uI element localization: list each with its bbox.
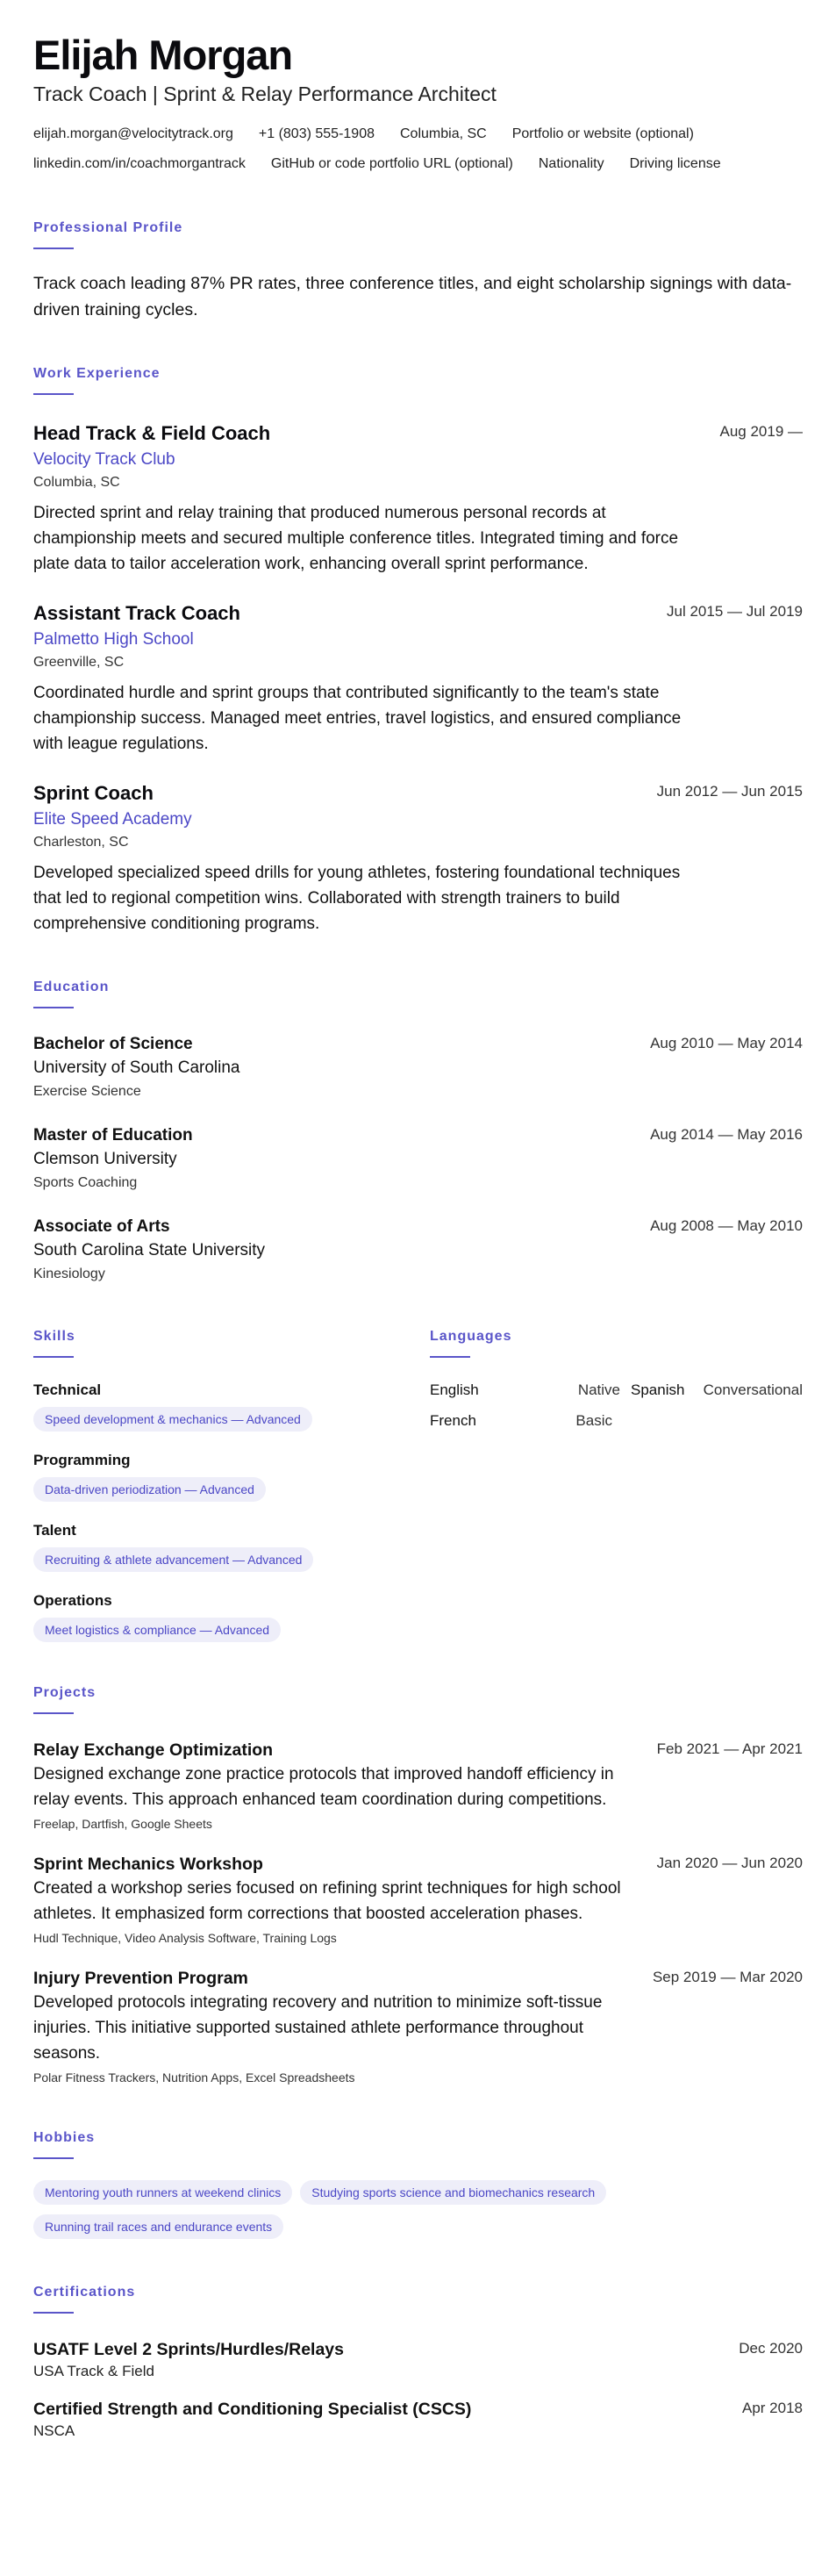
language-name: Spanish bbox=[631, 1381, 685, 1398]
cert-date: Dec 2020 bbox=[739, 2340, 803, 2357]
contact-linkedin[interactable]: linkedin.com/in/coachmorgantrack bbox=[33, 156, 246, 171]
education-section bbox=[33, 979, 803, 1286]
language-level: Native bbox=[577, 1381, 620, 1398]
skill-tag: Speed development & mechanics — Advanced bbox=[33, 1407, 312, 1432]
job-role: Sprint Coach bbox=[33, 782, 154, 804]
job-description: Directed sprint and relay training that produced numerous personal records at championship meets and secured multiple conference titles. Integrated timing and force plate data to tailor acceleration work, enhancing overall sprint performance. bbox=[33, 504, 679, 573]
section-title: Professional Profile bbox=[33, 220, 183, 235]
section-divider bbox=[33, 1007, 74, 1008]
skill-tag: Meet logistics & compliance — Advanced bbox=[33, 1618, 281, 1642]
job-entry bbox=[33, 421, 803, 577]
job-description: Developed specialized speed drills for young athletes, fostering foundational techniques that led to regional competition wins. Collaborated with strength trainers to build comprehensive conditioning programs. bbox=[33, 864, 681, 933]
person-name: Elijah Morgan bbox=[33, 32, 293, 78]
contact-list bbox=[33, 119, 803, 179]
job-description: Coordinated hurdle and sprint groups that contributed significantly to the team's state championship success. Managed meet entries, travel logistics, and ensured compliance with league regulations. bbox=[33, 684, 682, 753]
language-item bbox=[430, 1411, 620, 1431]
language-item bbox=[430, 1381, 620, 1400]
section-divider bbox=[33, 393, 74, 395]
skill-group bbox=[33, 1521, 430, 1572]
project-tools: Polar Fitness Trackers, Nutrition Apps, Excel Spreadsheets bbox=[33, 2070, 355, 2084]
hobby-tag: Studying sports science and biomechanics research bbox=[300, 2180, 606, 2205]
skill-category: Programming bbox=[33, 1452, 131, 1468]
job-entry bbox=[33, 601, 803, 757]
project-description: Developed protocols integrating recovery and nutrition to minimize soft-tissue injuries. This initiative supported sustained athlete performance throughout seasons. bbox=[33, 1993, 603, 2063]
education-entry bbox=[33, 1124, 803, 1195]
job-company: Palmetto High School bbox=[33, 630, 194, 649]
section-divider bbox=[33, 1356, 74, 1358]
resume-header bbox=[33, 32, 803, 179]
education-entry bbox=[33, 1033, 803, 1103]
job-company: Velocity Track Club bbox=[33, 450, 175, 469]
section-divider bbox=[33, 248, 74, 249]
contact-portfolio[interactable]: Portfolio or website (optional) bbox=[511, 126, 694, 141]
contact-nationality: Nationality bbox=[538, 156, 604, 171]
language-item bbox=[620, 1381, 803, 1400]
job-dates: Jun 2012 — Jun 2015 bbox=[656, 783, 803, 800]
edu-degree: Master of Education bbox=[33, 1126, 193, 1144]
hobby-tag: Mentoring youth runners at weekend clinics bbox=[33, 2180, 292, 2205]
skill-group bbox=[33, 1591, 430, 1642]
language-name: French bbox=[430, 1412, 476, 1429]
edu-degree: Bachelor of Science bbox=[33, 1035, 193, 1053]
edu-field: Kinesiology bbox=[33, 1266, 105, 1281]
contact-location: Columbia, SC bbox=[400, 126, 487, 141]
language-level: Conversational bbox=[703, 1381, 803, 1398]
language-name: English bbox=[430, 1381, 479, 1398]
job-role: Head Track & Field Coach bbox=[33, 422, 271, 444]
hobby-list bbox=[33, 2180, 803, 2249]
project-entry bbox=[33, 1853, 803, 1948]
section-title: Work Experience bbox=[33, 366, 161, 381]
skill-category: Talent bbox=[33, 1522, 76, 1539]
edu-dates: Aug 2008 — May 2010 bbox=[650, 1217, 803, 1234]
project-tools: Freelap, Dartfish, Google Sheets bbox=[33, 1817, 212, 1831]
section-divider bbox=[33, 2312, 74, 2314]
cert-issuer: NSCA bbox=[33, 2422, 75, 2439]
job-entry bbox=[33, 781, 803, 936]
job-location: Charleston, SC bbox=[33, 835, 129, 850]
project-description: Created a workshop series focused on refining sprint techniques for high school athletes. It emphasized form corrections that boosted acceleration phases. bbox=[33, 1879, 621, 1923]
project-description: Designed exchange zone practice protocols that improved handoff efficiency in relay events. This approach enhanced team coordination during competitions. bbox=[33, 1765, 614, 1809]
contact-driving-license: Driving license bbox=[629, 156, 721, 171]
project-name: Injury Prevention Program bbox=[33, 1969, 248, 1988]
contact-phone[interactable]: +1 (803) 555-1908 bbox=[258, 126, 375, 141]
hobbies-section bbox=[33, 2129, 803, 2249]
section-title: Languages bbox=[430, 1329, 512, 1344]
edu-degree: Associate of Arts bbox=[33, 1217, 170, 1236]
language-level: Basic bbox=[575, 1412, 612, 1429]
section-divider bbox=[33, 1712, 74, 1714]
project-tools: Hudl Technique, Video Analysis Software, Training Logs bbox=[33, 1931, 337, 1945]
skills-languages-row bbox=[33, 1328, 803, 1642]
edu-field: Exercise Science bbox=[33, 1084, 141, 1099]
skill-group bbox=[33, 1381, 430, 1432]
section-title: Projects bbox=[33, 1685, 96, 1700]
experience-section bbox=[33, 365, 803, 936]
project-entry bbox=[33, 1967, 803, 2087]
cert-issuer: USA Track & Field bbox=[33, 2363, 154, 2379]
project-dates: Sep 2019 — Mar 2020 bbox=[652, 1969, 803, 1985]
section-title: Education bbox=[33, 979, 110, 994]
job-location: Columbia, SC bbox=[33, 475, 120, 490]
section-divider bbox=[33, 2157, 74, 2159]
skill-tag: Data-driven periodization — Advanced bbox=[33, 1477, 266, 1502]
contact-github[interactable]: GitHub or code portfolio URL (optional) bbox=[270, 156, 513, 171]
skill-group bbox=[33, 1451, 430, 1502]
language-list bbox=[430, 1381, 803, 1431]
edu-school: University of South Carolina bbox=[33, 1058, 240, 1077]
section-title: Skills bbox=[33, 1329, 75, 1344]
headline: Track Coach | Sprint & Relay Performance Architect bbox=[33, 83, 497, 105]
edu-school: Clemson University bbox=[33, 1150, 177, 1168]
contact-email[interactable]: elijah.morgan@velocitytrack.org bbox=[33, 126, 233, 141]
project-dates: Feb 2021 — Apr 2021 bbox=[656, 1740, 803, 1757]
section-title: Hobbies bbox=[33, 2130, 96, 2145]
project-name: Sprint Mechanics Workshop bbox=[33, 1855, 263, 1874]
cert-date: Apr 2018 bbox=[742, 2400, 803, 2416]
skill-category: Operations bbox=[33, 1592, 112, 1609]
hobby-tag: Running trail races and endurance events bbox=[33, 2214, 283, 2239]
certifications-section bbox=[33, 2284, 803, 2442]
cert-name: Certified Strength and Conditioning Specialist (CSCS) bbox=[33, 2400, 472, 2419]
job-location: Greenville, SC bbox=[33, 655, 125, 670]
job-company: Elite Speed Academy bbox=[33, 810, 192, 829]
project-dates: Jan 2020 — Jun 2020 bbox=[656, 1855, 803, 1871]
job-role: Assistant Track Coach bbox=[33, 602, 240, 624]
edu-dates: Aug 2010 — May 2014 bbox=[650, 1035, 803, 1051]
job-dates: Jul 2015 — Jul 2019 bbox=[667, 603, 803, 620]
profile-summary: Track coach leading 87% PR rates, three conference titles, and eight scholarship signings with data-driven training cycles. bbox=[33, 274, 792, 319]
project-name: Relay Exchange Optimization bbox=[33, 1740, 274, 1760]
languages-section bbox=[430, 1328, 803, 1642]
section-divider bbox=[430, 1356, 470, 1358]
skill-category: Technical bbox=[33, 1381, 102, 1398]
skills-section bbox=[33, 1328, 430, 1642]
job-dates: Aug 2019 — bbox=[719, 423, 803, 440]
education-entry bbox=[33, 1216, 803, 1286]
edu-field: Sports Coaching bbox=[33, 1175, 138, 1190]
certification-entry bbox=[33, 2338, 803, 2382]
profile-section bbox=[33, 219, 803, 323]
skill-tag: Recruiting & athlete advancement — Advanced bbox=[33, 1547, 313, 1572]
project-entry bbox=[33, 1739, 803, 1833]
edu-school: South Carolina State University bbox=[33, 1241, 266, 1259]
section-title: Certifications bbox=[33, 2285, 136, 2300]
projects-section bbox=[33, 1684, 803, 2087]
edu-dates: Aug 2014 — May 2016 bbox=[650, 1126, 803, 1143]
certification-entry bbox=[33, 2398, 803, 2442]
cert-name: USATF Level 2 Sprints/Hurdles/Relays bbox=[33, 2340, 344, 2359]
